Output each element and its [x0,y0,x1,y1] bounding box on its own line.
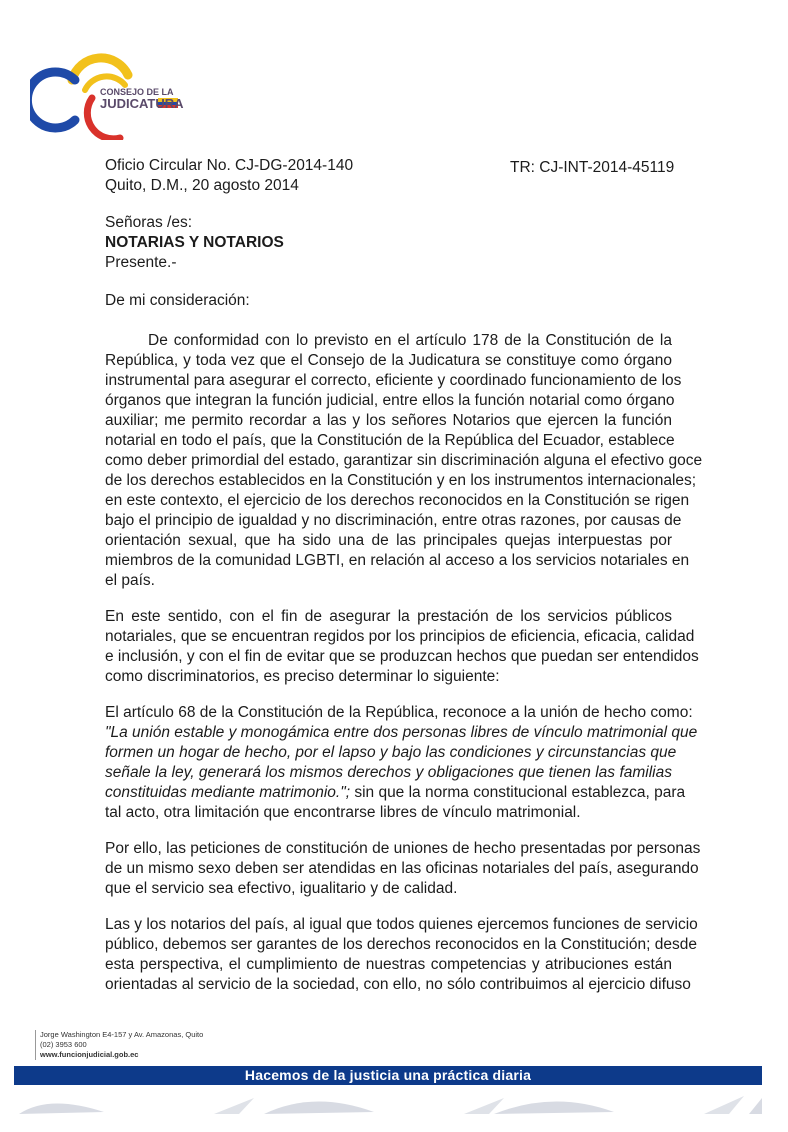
text-line: auxiliar; me permito recordar a las y los señores Notarios que ejercen la función [105,412,672,429]
text-line: que el servicio sea efectivo, igualitario y de calidad. [105,880,458,897]
addressee-name: NOTARIAS Y NOTARIOS [105,234,284,251]
quote-end: constituidas mediante matrimonio."; [105,784,351,801]
text-line: De conformidad con lo previsto en el artículo 178 de la Constitución de la [148,332,672,349]
text-line: Por ello, las peticiones de constitución de uniones de hecho presentadas por personas [105,840,701,857]
text-line: República, y toda vez que el Consejo de la Judicatura se constituye como órgano [105,352,672,369]
text-line: como deber primordial del estado, garantizar sin discriminación alguna el efectivo goce [105,452,703,469]
text-line: Las y los notarios del país, al igual que todos quienes ejercemos funciones de servicio [105,916,698,933]
paragraph-5 [105,915,698,995]
footer-phone: (02) 3953 600 [40,1040,87,1049]
text-line: esta perspectiva, el cumplimiento de nuestras competencias y atribuciones están [105,956,672,973]
quote-line: señale la ley, generará los mismos derechos y obligaciones que tienen las familias [105,764,672,781]
text-line: orientadas al servicio de la sociedad, con ello, no sólo contribuimos al ejercicio difuso [105,976,691,993]
footer-slogan-banner: Hacemos de la justicia una práctica diaria [14,1066,762,1085]
footer-wave-decoration-icon [14,1090,762,1116]
footer-website: www.funcionjudicial.gob.ec [40,1050,139,1059]
text-line: miembros de la comunidad LGBTI, en relación al acceso a los servicios notariales en [105,552,690,569]
logo-text-line2: JUDICATURA [100,96,184,111]
place-date: Quito, D.M., 20 agosto 2014 [105,177,299,194]
footer-address: Jorge Washington E4-157 y Av. Amazonas, Quito [40,1030,204,1039]
text-line: instrumental para asegurar el correcto, eficiente y coordinado funcionamiento de los [105,372,682,389]
text-line: En este sentido, con el fin de asegurar la prestación de los servicios públicos [105,608,672,625]
footer-contact [35,1030,203,1060]
text-line: el país. [105,572,155,589]
paragraph-2 [105,607,699,687]
text-line [105,783,686,803]
text-line: e inclusión, y con el fin de evitar que se produzcan hechos que puedan ser entendidos [105,648,699,665]
text-line: de un mismo sexo deben ser atendidas en las oficinas notariales del país, asegurando [105,860,699,877]
paragraph-1 [105,331,703,591]
consejo-judicatura-logo [30,40,200,140]
text-line: notarial en todo el país, que la Constitución de la República del Ecuador, establece [105,432,675,449]
quote-line: "La unión estable y monogámica entre dos personas libres de vínculo matrimonial que [105,724,698,741]
greeting: Señoras /es: [105,214,193,231]
text-line: bajo el principio de igualdad y no discriminación, entre otras razones, por causas de [105,512,682,529]
text-line: tal acto, otra limitación que encontrarse libres de vínculo matrimonial. [105,804,581,821]
salutation: De mi consideración: [105,292,250,309]
text-line: orientación sexual, que ha sido una de las principales quejas interpuestas por [105,532,672,549]
text-line: El artículo 68 de la Constitución de la República, reconoce a la unión de hecho como: [105,704,693,721]
text-line: como discriminatorios, es preciso determinar lo siguiente: [105,668,500,685]
presente: Presente.- [105,254,177,271]
text-after-quote: sin que la norma constitucional establezca, para [350,784,686,801]
oficio-number: Oficio Circular No. CJ-DG-2014-140 [105,157,354,174]
text-line: órganos que integran la función judicial, entre ellos la función notarial como órgano [105,392,675,409]
text-line: de los derechos establecidos en la Constitución y en los instrumentos internacionales; [105,472,697,489]
text-line: notariales, que se encuentran regidos por los principios de eficiencia, eficacia, calidad [105,628,695,645]
tr-reference: TR: CJ-INT-2014-45119 [510,159,675,176]
paragraph-4 [105,839,701,899]
logo-text-line1: CONSEJO DE LA [100,87,174,97]
quote-line: formen un hogar de hecho, por el lapso y bajo las condiciones y circunstancias que [105,744,677,761]
text-line: en este contexto, el ejercicio de los derechos reconocidos en la Constitución se rigen [105,492,690,509]
text-line: público, debemos ser garantes de los derechos reconocidos en la Constitución; desde [105,936,697,953]
paragraph-3 [105,703,698,823]
